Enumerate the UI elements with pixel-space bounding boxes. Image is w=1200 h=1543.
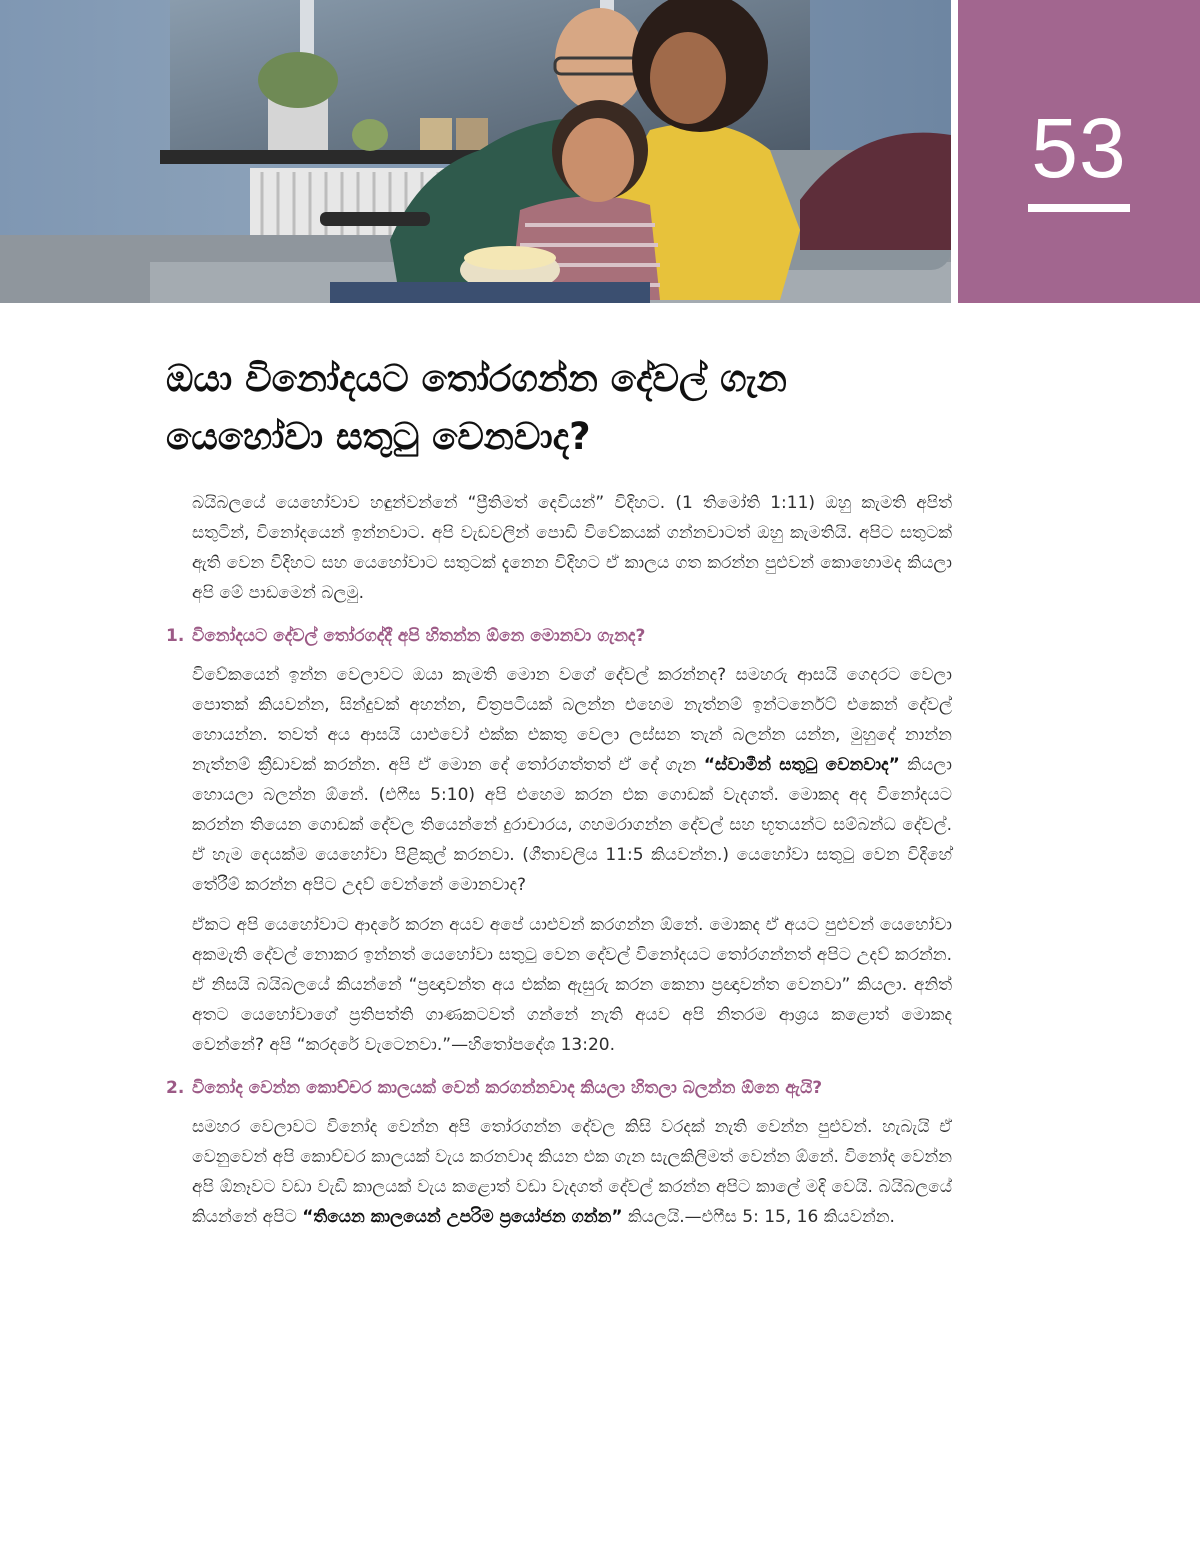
section-1-paragraph-1 — [192, 660, 952, 900]
paragraph-text: කියලයි.—එෆීස 5: 15, 16 කියවන්න. — [622, 1207, 895, 1227]
question-heading-1 — [166, 622, 952, 650]
question-heading-2 — [166, 1074, 952, 1102]
paragraph-text: කියලා හොයලා බලන්න ඕනේ. (එෆීස 5:10) අපි එහෙම කරන එක ගොඩක් වැදගත්. මොකද අද විනෝදයට කරන්න තියෙන ගොඩක් දේවල තියෙන්නේ දුරාචාරය, ගහමරාගන්න දේවල් සහ භූතයන්ට සම්බන්ධ දේවල්. ඒ හැම දෙයක්ම යෙහෝවා පිළිකුල් කරනවා. (ගීතාවලිය 11:5 කියවන්න.) යෙහෝවා සතුටු වෙන විදිහේ තේරීම් කරන්න අපිට උදව් වෙන්නේ මොනවාද? — [192, 755, 952, 895]
header-photo — [0, 0, 951, 303]
question-text: විනෝද වෙන්න කොච්චර කාලයක් වෙන් කරගන්නවාද කියලා හිතලා බලන්න ඕනෙ ඇයි? — [192, 1078, 823, 1098]
emphasized-quote: “ස්වාමීන් සතුටු වෙනවාද” — [703, 755, 900, 775]
lesson-number: 53 — [1031, 101, 1127, 195]
emphasized-quote: “තියෙන කාලයෙන් උපරිම ප්‍රයෝජන ගන්න” — [302, 1207, 623, 1227]
section-1-paragraph-2: ඒකට අපි යෙහෝවාට ආදරේ කරන අයව අපේ යාළුවන් කරගන්න ඕනේ. මොකද ඒ අයට පුළුවන් යෙහෝවා අකමැති දේවල් නොකර ඉන්නත් යෙහෝවා සතුටු වෙන දේවල් විනෝදයට තෝරගන්නත් අපිට උදව් කරන්න. ඒ නිසයි බයිබලයේ කියන්නේ “ප්‍රඥාවන්ත අය එක්ක ඇසුරු කරන කෙනා ප්‍රඥාවන්ත වෙනවා” කියලා. අනිත් අතට යෙහෝවාගේ ප්‍රතිපත්ති ගාණකටවත් ගන්නේ නැති අයව අපි නිතරම ආශ්‍රය කළොත් මොකද වෙන්නේ? අපි “කරදරේ වැටෙනවා.”—හිතෝපදේශ 13:20. — [192, 915, 952, 1055]
lesson-number-badge — [958, 0, 1200, 303]
question-number: 2. — [166, 1078, 185, 1098]
question-number: 1. — [166, 626, 185, 646]
lesson-number-underline — [1028, 204, 1130, 212]
page-title: ඔයා විනෝදයට තෝරගන්න දේවල් ගැන යෙහෝවා සතුටු වෙනවාද? — [166, 357, 787, 458]
paragraph-text: සමහර වෙලාවට විනෝද වෙන්න අපි තෝරගන්න දේවල කිසි වරදක් නැති වෙන්න පුළුවන්. හැබැයි ඒ වෙනුවෙන් අපි කොච්චර කාලයක් වැය කරනවාද කියන එක ගැන සැලකිලිමත් වෙන්න ඕනේ. විනෝද වෙන්න අපි ඕනෑවට වඩා වැඩි කාලයක් වැය කළොත් වඩා වැදගත් දේවල් කරන්න අපිට කාලේ මදි වෙයි. බයිබලයේ කියන්නේ අපිට — [192, 1117, 952, 1227]
lesson-content — [166, 488, 952, 1242]
section-2-paragraph-1 — [192, 1112, 952, 1232]
family-watching-tv-photo — [0, 0, 951, 303]
question-text: විනෝදයට දේවල් තෝරගද්දී අපි හිතන්න ඕනෙ මොනවා ගැනද? — [192, 626, 646, 646]
intro-paragraph: බයිබලයේ යෙහෝවාව හඳුන්වන්නේ “ප්‍රීතිමත් දෙවියන්” විදිහට. (1 තිමෝති 1:11) ඔහු කැමති අපිත් සතුටින්, විනෝදයෙන් ඉන්නවාට. අපි වැඩවලින් පොඩි විවේකයක් ගන්නවාටත් ඔහු කැමතියි. අපිට සතුටක් ඇති වෙන විදිහට සහ යෙහෝවාට සතුටක් දැනෙන විදිහට ඒ කාලය ගත කරන්න පුළුවන් කොහොමද කියලා අපි මේ පාඩමෙන් බලමු. — [192, 493, 952, 603]
paragraph-text: විවේකයෙන් ඉන්න වෙලාවට ඔයා කැමති මොන වගේ දේවල් කරන්නද? සමහරු ආසයි ගෙදරට වෙලා පොතක් කියවන්න, සින්දුවක් අහන්න, චිත්‍රපටියක් බලන්න එහෙම නැත්නම් ඉන්ටර්නෙට් එකෙන් දේවල් හොයන්න. තවත් අය ආසයි යාළුවෝ එක්ක එකතු වෙලා ලස්සන තැන් බලන්න යන්න, මුහුදේ නාන්න නැත්නම් ක්‍රීඩාවක් කරන්න. අපි ඒ මොන දේ තෝරගත්තත් ඒ දේ ගැන — [192, 665, 952, 775]
